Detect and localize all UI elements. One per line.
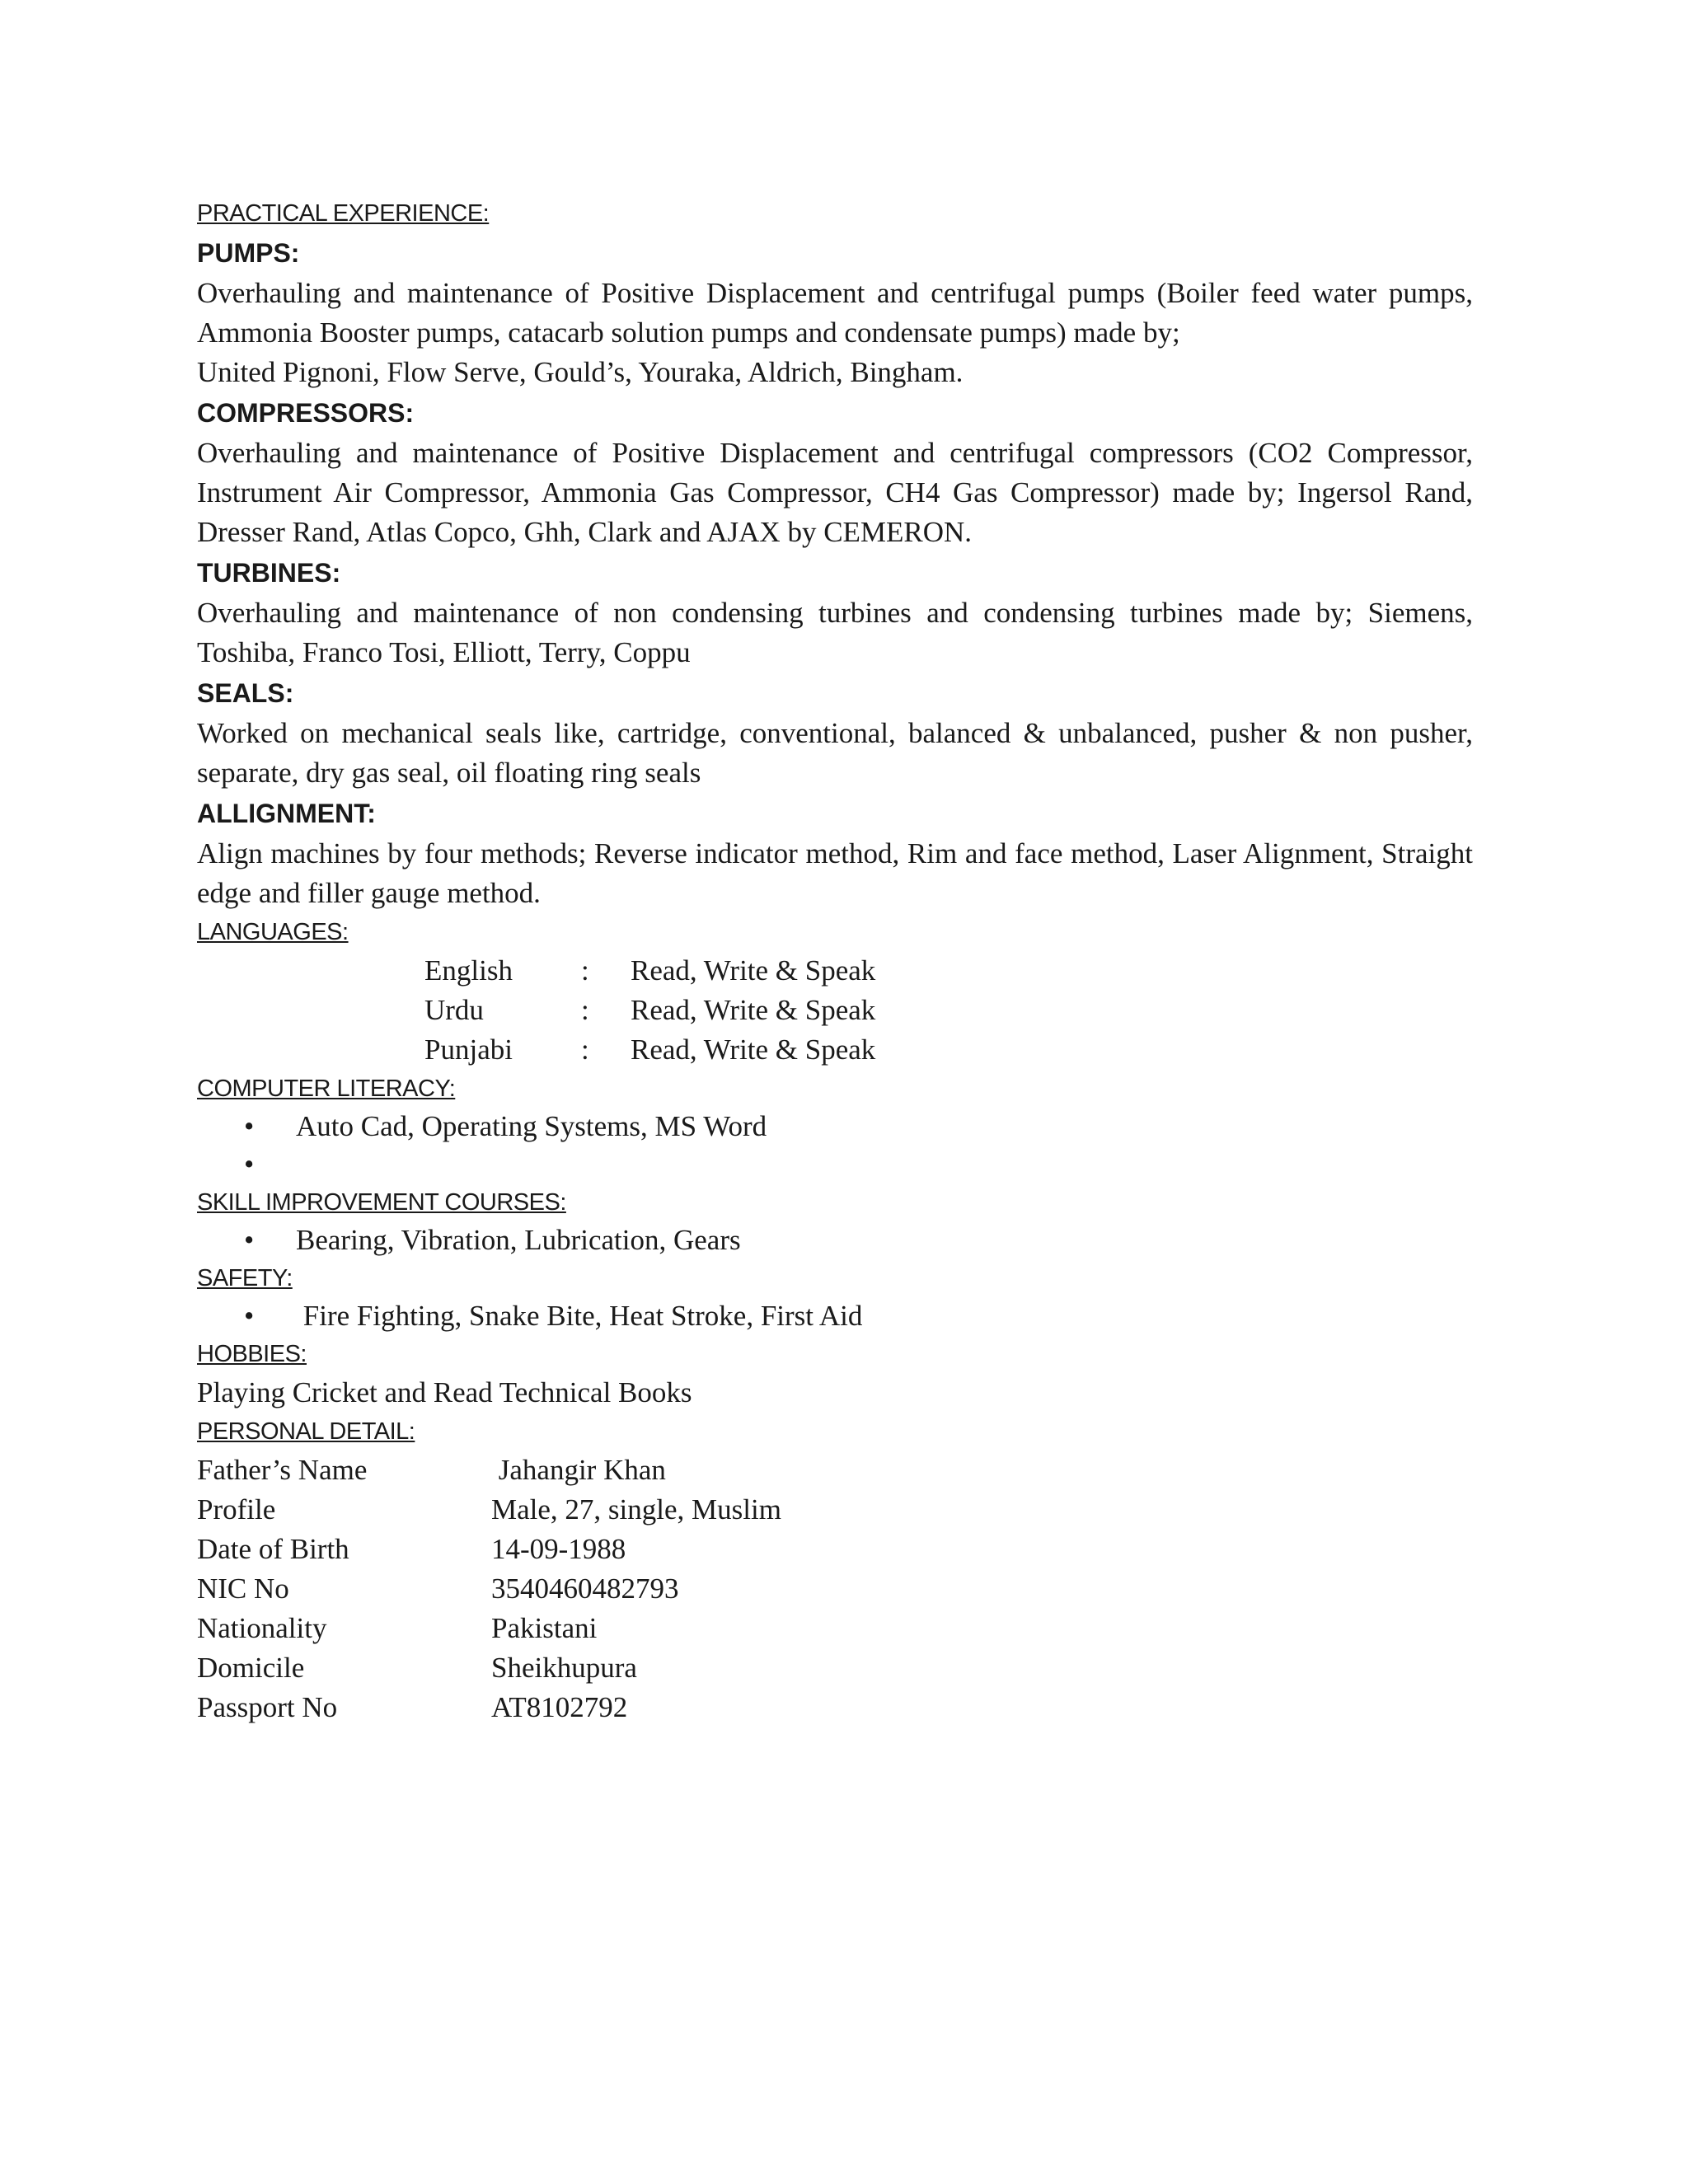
detail-value: Sheikhupura — [491, 1652, 637, 1684]
list-item — [197, 1297, 1473, 1335]
turbines-heading: TURBINES: — [197, 558, 341, 588]
pumps-heading: PUMPS: — [197, 238, 300, 268]
language-level: Read, Write & Speak — [631, 954, 876, 987]
detail-row-nic-no — [197, 1569, 1473, 1609]
seals-description: Worked on mechanical seals like, cartridge, conventional, balanced & unbalanced, pusher & non pusher, separate, dry gas seal, oil floating ring seals — [197, 717, 1473, 789]
detail-row-date-of-birth — [197, 1530, 1473, 1569]
bullet-icon: • — [244, 1148, 255, 1180]
languages-list — [197, 951, 1473, 1070]
safety-list — [197, 1297, 1473, 1335]
pumps-description: Overhauling and maintenance of Positive Displacement and centrifugal pumps (Boiler feed water pumps, Ammonia Booster pumps, catacarb solution pumps and condensate pumps) made by; — [197, 277, 1473, 349]
detail-value: 3540460482793 — [491, 1572, 679, 1605]
bullet-icon: • — [244, 1300, 255, 1332]
detail-label: NIC No — [197, 1572, 289, 1605]
personal-detail-heading: PERSONAL DETAIL: — [197, 1418, 415, 1445]
detail-value: AT8102792 — [491, 1691, 628, 1723]
bullet-icon: • — [244, 1110, 255, 1142]
alignment-heading: ALLIGNMENT: — [197, 799, 376, 828]
compressors-description: Overhauling and maintenance of Positive Displacement and centrifugal compressors (CO2 Compressor, Instrument Air Compressor, Ammonia Gas Compressor, CH4 Gas Compressor) made by; Ingersol Rand, Dresser Rand, Atlas Copco, Ghh, Clark and AJAX by CEMERON. — [197, 437, 1473, 548]
list-item-text: Auto Cad, Operating Systems, MS Word — [296, 1110, 767, 1142]
safety-heading: SAFETY: — [197, 1265, 293, 1291]
detail-value: Male, 27, single, Muslim — [491, 1493, 781, 1526]
personal-detail-table — [197, 1451, 1473, 1727]
language-row — [197, 951, 1473, 991]
seals-heading: SEALS: — [197, 678, 294, 708]
bullet-icon: • — [244, 1224, 255, 1256]
detail-label: Domicile — [197, 1652, 305, 1684]
pumps-manufacturers: United Pignoni, Flow Serve, Gould’s, Youraka, Aldrich, Bingham. — [197, 356, 964, 388]
skill-courses-list — [197, 1221, 1473, 1259]
compressors-heading: COMPRESSORS: — [197, 398, 415, 428]
language-row — [197, 991, 1473, 1030]
detail-row-fathers-name — [197, 1451, 1473, 1490]
computer-literacy-list — [197, 1108, 1473, 1183]
language-name: English — [424, 954, 513, 987]
list-item-text: Bearing, Vibration, Lubrication, Gears — [296, 1224, 741, 1256]
language-separator: : — [581, 954, 589, 987]
list-item — [197, 1146, 1473, 1183]
skill-courses-heading: SKILL IMPROVEMENT COURSES: — [197, 1189, 566, 1216]
language-name: Urdu — [424, 994, 484, 1026]
resume-page — [197, 194, 1473, 1727]
list-item-text: Fire Fighting, Snake Bite, Heat Stroke, First Aid — [296, 1300, 863, 1332]
practical-experience-heading: PRACTICAL EXPERIENCE: — [197, 200, 490, 227]
detail-row-passport-no — [197, 1688, 1473, 1727]
computer-literacy-heading: COMPUTER LITERACY: — [197, 1076, 456, 1102]
language-separator: : — [581, 1033, 589, 1066]
detail-value: Jahangir Khan — [491, 1454, 666, 1486]
turbines-description: Overhauling and maintenance of non condensing turbines and condensing turbines made by; Siemens, Toshiba, Franco Tosi, Elliott, Terry, Coppu — [197, 597, 1473, 668]
detail-label: Father’s Name — [197, 1454, 368, 1486]
list-item — [197, 1108, 1473, 1146]
detail-row-profile — [197, 1490, 1473, 1530]
language-level: Read, Write & Speak — [631, 1033, 876, 1066]
detail-row-nationality — [197, 1609, 1473, 1648]
alignment-description: Align machines by four methods; Reverse indicator method, Rim and face method, Laser Alignment, Straight edge and filler gauge method. — [197, 837, 1473, 909]
detail-value: Pakistani — [491, 1612, 598, 1644]
detail-label: Date of Birth — [197, 1533, 349, 1565]
language-name: Punjabi — [424, 1033, 513, 1066]
hobbies-text: Playing Cricket and Read Technical Books — [197, 1376, 692, 1408]
languages-heading: LANGUAGES: — [197, 919, 349, 945]
detail-label: Passport No — [197, 1691, 338, 1723]
language-separator: : — [581, 994, 589, 1026]
detail-value: 14-09-1988 — [491, 1533, 626, 1565]
detail-label: Profile — [197, 1493, 276, 1526]
hobbies-heading: HOBBIES: — [197, 1341, 307, 1367]
language-row — [197, 1030, 1473, 1070]
detail-label: Nationality — [197, 1612, 327, 1644]
list-item — [197, 1221, 1473, 1259]
language-level: Read, Write & Speak — [631, 994, 876, 1026]
detail-row-domicile — [197, 1648, 1473, 1688]
